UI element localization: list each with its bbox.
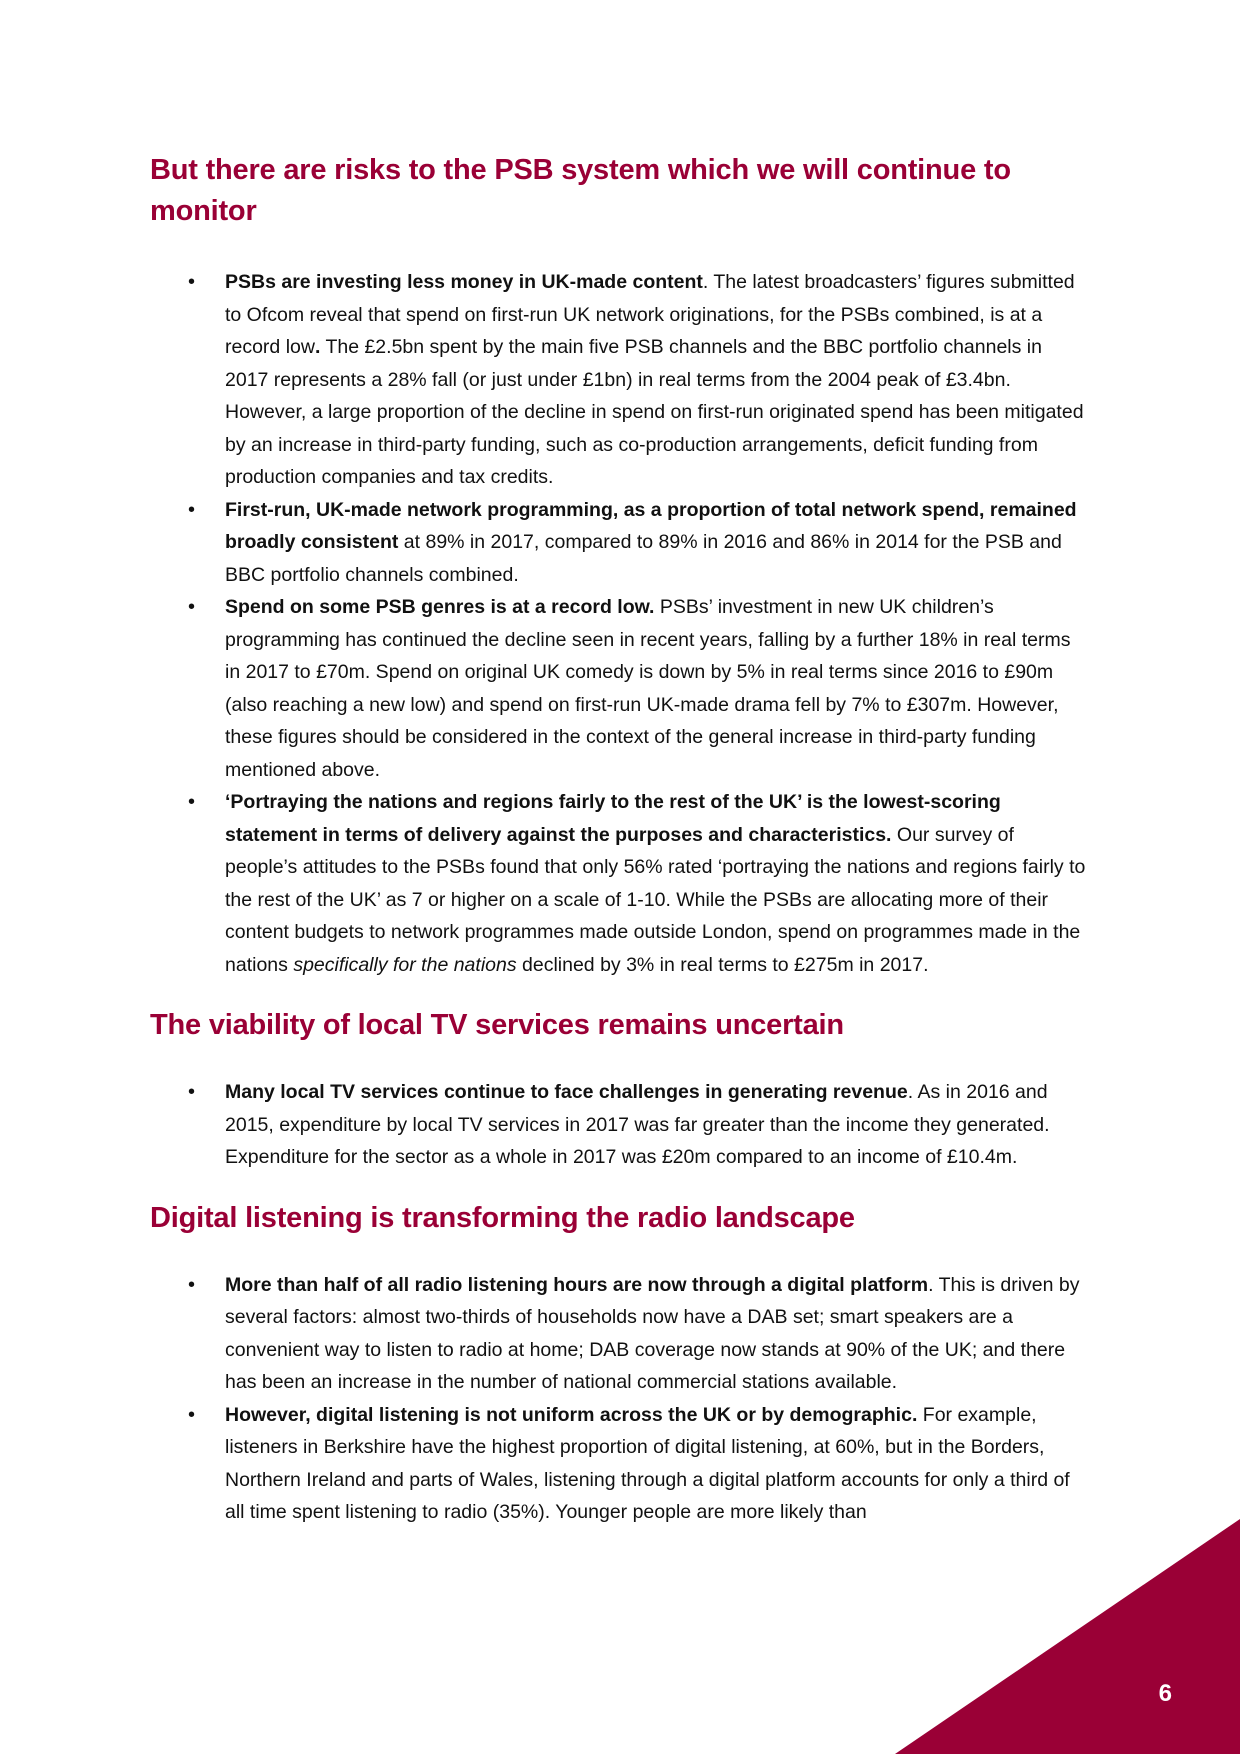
bullet-item [150,1076,1090,1174]
bullet-item [150,266,1090,494]
bullet-icon: • [188,1403,196,1426]
bullet-icon: • [188,596,196,618]
bullet-list [150,266,1090,981]
section-heading: The viability of local TV services remains uncertain [150,1009,844,1041]
italic-text: specifically for the nations [293,953,517,976]
page-number: 6 [1158,1680,1172,1707]
bullet-list [150,1076,1090,1174]
bold-lead-text: ‘Portraying the nations and regions fairly to the rest of the UK’ is the lowest-scoring statement in terms of delivery against the purposes and characteristics. [225,791,1001,846]
document-page [150,150,1090,1529]
bullet-list [150,1269,1090,1529]
body-text: The £2.5bn spent by the main five PSB channels and the BBC portfolio channels in 2017 represents a 28% fall (or just under £1bn) in real terms from the 2004 peak of £3.4bn. However, a large proportion of the decline in spend on first-run originated spend has been mitigated by an increase in third-party funding, such as co-production arrangements, deficit funding from production companies and tax credits. [225,336,1084,488]
bullet-item [150,786,1090,981]
bullet-icon: • [188,1273,196,1296]
bold-lead-text: . [314,336,321,358]
bold-lead-text: More than half of all radio listening hours are now through a digital platform [225,1273,929,1296]
body-text: . As in 2016 and 2015, expenditure by local TV services in 2017 was far greater than the income they generated. Expenditure for the sector as a whole in 2017 was £20m compared to an income of £10.4m. [225,1081,1050,1168]
bullet-icon: • [188,1081,196,1103]
body-text: For example, listeners in Berkshire have the highest proportion of digital listening, at 60%, but in the Borders, Northern Ireland and parts of Wales, listening through a digital platform accounts for only a third of all time spent listening to radio (35%). Younger people are more likely than [225,1403,1070,1523]
document-body [150,150,1090,1529]
bold-lead-text: However, digital listening is not uniform across the UK or by demographic. [225,1403,918,1426]
bullet-item [150,1399,1090,1529]
body-text: Our survey of people’s attitudes to the PSBs found that only 56% rated ‘portraying the nations and regions fairly to the rest of the UK’ as 7 or higher on a scale of 1-10. While the PSBs are allocating more of their content budgets to network programmes made outside London, spend on programmes made in the nations [225,823,1086,976]
bullet-icon: • [188,271,196,293]
section-heading: But there are risks to the PSB system which we will continue to monitor [150,154,1011,227]
body-text: . This is driven by several factors: almost two-thirds of households now have a DAB set; smart speakers are a convenient way to listen to radio at home; DAB coverage now stands at 90% of the UK; and there has been an increase in the number of national commercial stations available. [225,1273,1080,1393]
bullet-item [150,591,1090,786]
body-text: PSBs’ investment in new UK children’s programming has continued the decline seen in recent years, falling by a further 18% in real terms in 2017 to £70m. Spend on original UK comedy is down by 5% in real terms since 2016 to £90m (also reaching a new low) and spend on first-run UK-made drama fell by 7% to £307m. However, these figures should be considered in the context of the general increase in third-party funding mentioned above. [225,596,1071,781]
body-text: . The latest broadcasters’ figures submitted to Ofcom reveal that spend on first-run UK network originations, for the PSBs combined, is at a record low [225,271,1075,358]
bullet-icon: • [188,498,196,521]
corner-triangle-decoration [895,1519,1240,1754]
body-text: declined by 3% in real terms to £275m in 2017. [516,953,929,976]
bullet-icon: • [188,791,196,813]
body-text: at 89% in 2017, compared to 89% in 2016 and 86% in 2014 for the PSB and BBC portfolio channels combined. [225,531,1062,586]
bullet-item [150,494,1090,592]
bold-lead-text: PSBs are investing less money in UK-made content [225,271,703,293]
bullet-item [150,1269,1090,1399]
section-heading: Digital listening is transforming the radio landscape [150,1201,855,1234]
bold-lead-text: First-run, UK-made network programming, as a proportion of total network spend, remained broadly consistent [225,498,1077,553]
bold-lead-text: Many local TV services continue to face challenges in generating revenue [225,1081,908,1103]
bold-lead-text: Spend on some PSB genres is at a record low. [225,596,655,618]
